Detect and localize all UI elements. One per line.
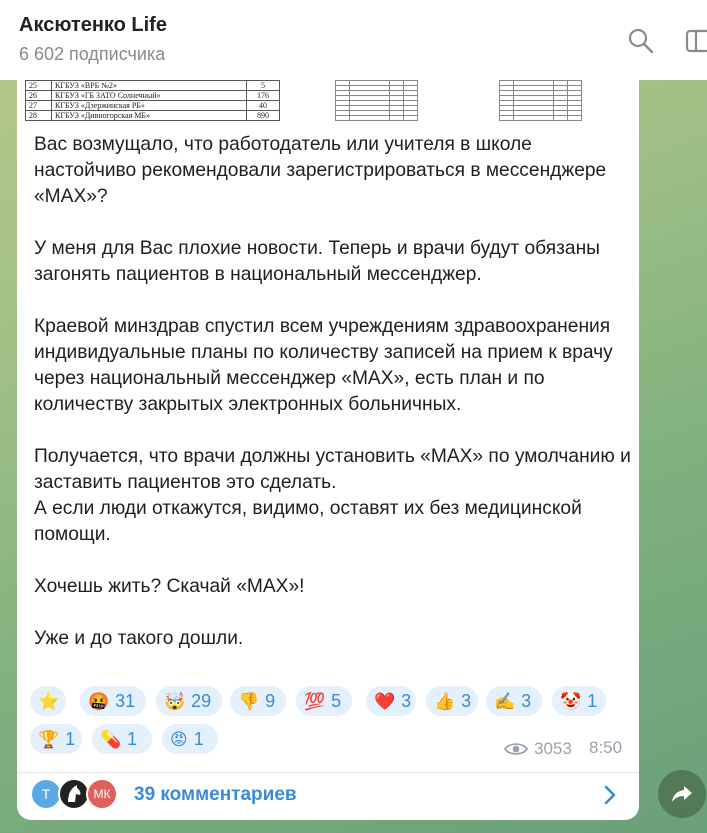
reaction-count: 29	[191, 690, 212, 711]
reaction-pill[interactable]	[92, 724, 152, 754]
angry-face-icon: 😡	[170, 729, 188, 749]
document-table	[25, 80, 280, 121]
document-table-row	[26, 81, 280, 91]
reaction-star[interactable]	[30, 686, 66, 716]
document-row-name: КГБУЗ «Дивногорская МБ»	[52, 111, 247, 121]
post-paragraph: Уже и до такого дошли.	[34, 628, 244, 649]
share-button[interactable]	[658, 770, 706, 818]
reaction-count: 3	[521, 690, 532, 711]
reaction-count: 3	[401, 690, 412, 711]
eye-icon	[504, 741, 528, 757]
view-count	[504, 738, 572, 760]
commenter-avatar: Т	[30, 778, 62, 810]
reaction-trophy[interactable]	[30, 724, 82, 754]
comments-button[interactable]	[30, 778, 630, 814]
document-row-name: КГБУЗ «ГБ ЗАТО Солнечный»	[52, 91, 247, 101]
channel-header[interactable]	[0, 0, 707, 80]
document-row-value: 890	[247, 111, 280, 121]
chevron-right-icon[interactable]	[602, 784, 618, 806]
reaction-writing-hand[interactable]	[486, 686, 542, 716]
document-row-name: КГБУЗ «Дзержинская РБ»	[52, 101, 247, 111]
post-paragraph: Хочешь жить? Скачай «МАХ»!	[34, 576, 305, 597]
pill-icon: 💊	[100, 729, 122, 749]
reaction-exploding-head[interactable]	[156, 686, 222, 716]
reaction-count: 9	[265, 690, 276, 711]
reaction-count: 1	[127, 728, 138, 749]
document-table-row	[26, 91, 280, 101]
reaction-clown-face[interactable]	[552, 686, 606, 716]
document-table-thumbnail	[335, 80, 418, 121]
view-count-value: 3053	[534, 739, 572, 758]
reaction-hundred-points[interactable]	[296, 686, 352, 716]
thumbs-down-icon: 👎	[238, 691, 260, 711]
document-table-row	[26, 101, 280, 111]
document-row-number: 26	[26, 91, 52, 101]
post-paragraph: Вас возмущало, что работодатель или учителя в школе настойчиво рекомендовали зарегистрироваться в мессенджере «МАХ»?	[34, 134, 607, 207]
commenter-avatar: МК	[86, 778, 118, 810]
document-row-value: 40	[247, 101, 280, 111]
star-icon: ⭐	[38, 691, 60, 711]
reaction-count: 3	[461, 690, 472, 711]
horse-head-icon	[63, 783, 85, 805]
document-row-number: 25	[26, 81, 52, 91]
thumbs-up-icon: 👍	[434, 691, 456, 711]
reaction-count: 1	[193, 728, 204, 749]
red-heart-icon: ❤️	[374, 691, 396, 711]
document-row-name: КГБУЗ «ВРБ №2»	[52, 81, 247, 91]
share-arrow-icon	[670, 783, 694, 805]
post-paragraph: Краевой минздрав спустил всем учреждениям здравоохранения индивидуальные планы по количеству записей на прием к врачу через национальный мессенджер «МАХ», есть план и по количеству закрытых электронных больничных.	[34, 316, 613, 415]
document-row-value: 176	[247, 91, 280, 101]
document-row-number: 27	[26, 101, 52, 111]
post-paragraph: Получается, что врачи должны установить «МАХ» по умолчанию и заставить пациентов это сделать. А если люди откажутся, видимо, оставят их без медицинской помощи.	[34, 446, 631, 545]
reaction-count: 31	[115, 690, 136, 711]
post-paragraph: У меня для Вас плохие новости. Теперь и врачи будут обязаны загонять пациентов в национальный мессенджер.	[34, 238, 600, 285]
cursing-face-icon: 🤬	[88, 691, 110, 711]
document-table-row	[26, 111, 280, 121]
reaction-thumbs-up[interactable]	[426, 686, 478, 716]
reaction-thumbs-down[interactable]	[230, 686, 286, 716]
reaction-cursing-face[interactable]	[80, 686, 146, 716]
post-text	[34, 132, 634, 652]
hundred-points-icon: 💯	[304, 691, 326, 711]
comments-count-label[interactable]: 39 комментариев	[134, 784, 297, 805]
post-time: 8:50	[589, 738, 623, 757]
sidebar-toggle-icon[interactable]	[684, 28, 707, 54]
clown-face-icon: 🤡	[560, 691, 582, 711]
document-row-value: 5	[247, 81, 280, 91]
subscriber-count: 6 602 подписчика	[19, 44, 166, 64]
document-table-thumbnail	[499, 80, 582, 121]
reaction-angry-face[interactable]	[162, 724, 218, 754]
reaction-red-heart[interactable]	[366, 686, 416, 716]
reaction-count: 1	[65, 728, 76, 749]
document-row-number: 28	[26, 111, 52, 121]
search-icon[interactable]	[626, 26, 656, 56]
channel-title[interactable]: Аксютенко Life	[19, 14, 167, 36]
trophy-icon: 🏆	[38, 729, 60, 749]
comments-divider	[17, 772, 639, 773]
exploding-head-icon: 🤯	[164, 691, 186, 711]
reaction-count: 1	[587, 690, 598, 711]
writing-hand-icon: ✍️	[494, 691, 516, 711]
document-image-preview[interactable]	[17, 80, 639, 130]
reaction-count: 5	[331, 690, 342, 711]
